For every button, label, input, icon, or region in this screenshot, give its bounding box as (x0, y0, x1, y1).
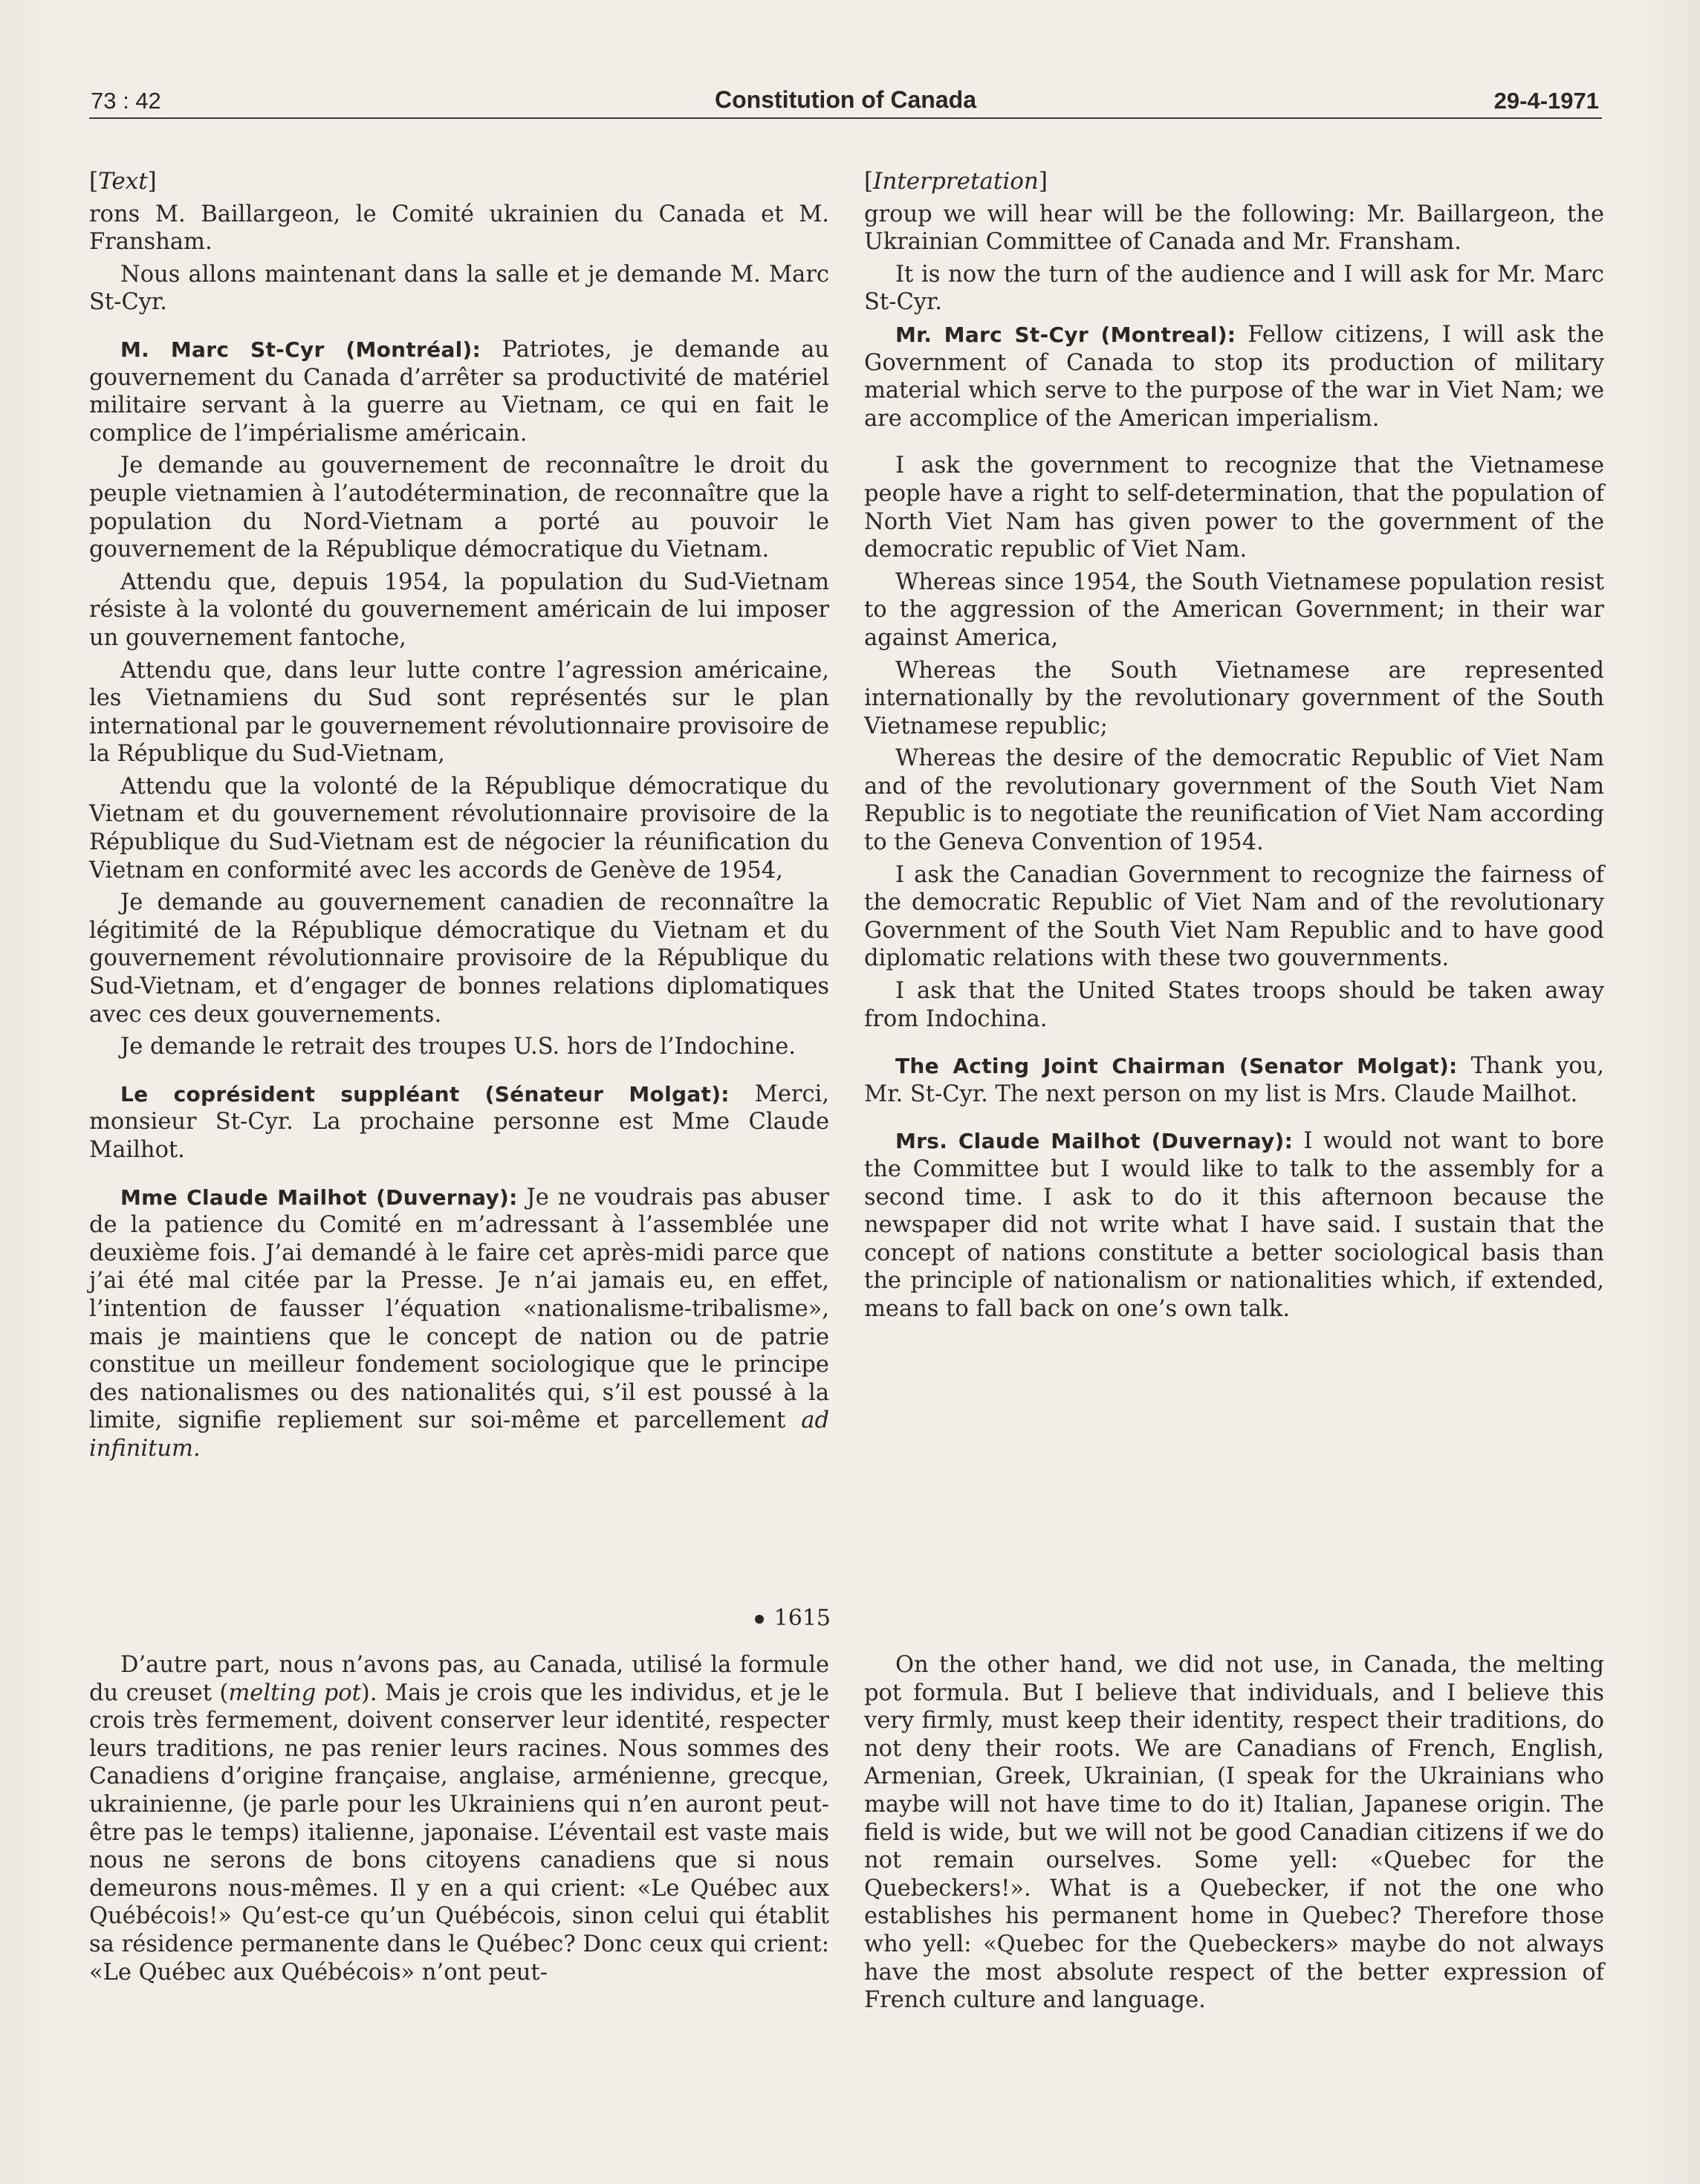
speech-text: I would not want to bore the Committee but I would like to talk to the assembly for a second time. I ask to do it this afternoon because the newspaper did not write what I have said. I sustain that the concept of nations constitute a better sociological basis than the principle of nationalism or nationalities which, if extended, means to fall back on one’s own talk. (864, 1128, 1604, 1322)
speech-text: Fellow citizens, I will ask the Government of Canada to stop its production of military material which serve to the purpose of the war in Viet Nam; we are accomplice of the American imperialism. (864, 321, 1604, 432)
right-column-interpretation (864, 168, 1604, 1328)
page-number: 73 : 42 (91, 88, 161, 114)
paragraph: I ask the government to recognize that the Vietnamese people have a right to self-determination, that the population of North Viet Nam has given power to the government of the democratic republic of Viet Nam. (864, 453, 1604, 563)
section-label-interpretation: [ Interpretation ] (864, 168, 1604, 196)
speaker-name: The Acting Joint Chairman (Senator Molgat): (895, 1054, 1458, 1079)
speaker-name: Mr. Marc St-Cyr (Montreal): (895, 322, 1236, 347)
italic-phrase: ad infinitum. (89, 1407, 829, 1462)
right-column-interpretation-continued (864, 1651, 1604, 2019)
speech-text: Je ne voudrais pas abuser de la patience du Comité en m’adressant à l’assemblée une deuxième fois. J’ai demandé à le faire cet après-midi parce que j’ai été mal citée par la Presse. Je n’ai jamais eu, en effet, l’intention de fausser l’équation «nationalisme-tribalisme», mais je maintiens que le concept de nation ou de patrie constitue un meilleur fondement sociologique que le principe des nationalismes ou des nationalités qui, s’il est poussé à la limite, signifie repliement sur soi-même et parcellement (89, 1184, 829, 1434)
paragraph: I ask that the United States troops should be taken away from Indochina. (864, 978, 1604, 1032)
paragraph: Whereas the desire of the democratic Republic of Viet Nam and of the revolutionary government of the South Viet Nam Republic is to negotiate the reunification of Viet Nam according to the Geneva Convention of 1954. (864, 745, 1604, 856)
left-column-text-continued (89, 1651, 829, 1991)
text-run: D’autre part, nous n’avons pas, au Canada, utilisé la formule du creuset ( (89, 1652, 829, 1706)
paragraph: Je demande au gouvernement de reconnaître le droit du peuple vietnamien à l’autodétermination, de reconnaître que la population du Nord-Vietnam a porté au pouvoir le gouvernement de la République démocratique du Vietnam. (89, 453, 829, 563)
paragraph: Je demande le retrait des troupes U.S. hors de l’Indochine. (120, 1034, 796, 1060)
speech-text: Thank you, Mr. St-Cyr. The next person on my list is Mrs. Claude Mailhot. (864, 1053, 1604, 1107)
italic-phrase: melting pot (228, 1679, 361, 1706)
bullet-dot (755, 1615, 764, 1624)
paragraph: Whereas since 1954, the South Vietnamese population resist to the aggression of the American Government; in their war against America, (864, 568, 1604, 651)
speaker-name: Mrs. Claude Mailhot (Duvernay): (895, 1129, 1294, 1154)
paragraph: I ask the Canadian Government to recognize the fairness of the democratic Republic of Viet Nam and of the revolutionary Government of the South Viet Nam Republic and to have good diplomatic relations with these two gouvernments. (864, 861, 1604, 972)
speech-paragraph (89, 1080, 829, 1164)
speech-text: Patriotes, je demande au gouvernement du Canada d’arrêter sa productivité de matériel militaire servant à la guerre au Vietnam, ce qui en fait le complice de l’impérialisme américain. (89, 336, 829, 447)
running-header (89, 83, 1602, 119)
paragraph: rons M. Baillargeon, le Comité ukrainien du Canada et M. Fransham. (89, 201, 829, 256)
section-label-text: [ Text ] (89, 168, 829, 196)
paragraph: Attendu que la volonté de la République démocratique du Vietnam et du gouvernement révolutionnaire provisoire de la République du Sud-Vietnam est de négocier la réunification du Vietnam en conformité avec les accords de Genève de 1954, (89, 773, 829, 884)
paragraph: Nous allons maintenant dans la salle et je demande M. Marc St-Cyr. (89, 261, 829, 316)
paragraph: Je demande au gouvernement canadien de reconnaître la légitimité de la République démocratique du Vietnam et du gouvernement révolutionnaire provisoire de la République du Sud-Vietnam, et d’engager de bonnes relations diplomatiques avec ces deux gouvernements. (89, 890, 829, 1028)
time-marker (719, 1605, 831, 1631)
speech-paragraph (89, 336, 829, 447)
paragraph: Attendu que, depuis 1954, la population du Sud-Vietnam résiste à la volonté du gouvernement américain de lui imposer un gouvernement fantoche, (89, 568, 829, 651)
speaker-name: M. Marc St-Cyr (Montréal): (120, 337, 481, 362)
speech-paragraph (89, 1184, 829, 1463)
speech-paragraph (864, 1127, 1604, 1323)
text-run: ). Mais je crois que les individus, et je le crois très fermement, doivent conserver leur identité, respecter leurs traditions, ne pas renier leurs racines. Nous sommes des Canadiens d’origine française, anglaise, arménienne, grecque, ukrainienne, (je parle pour les Ukrainiens qui n’en auront peut-être pas le temps) italienne, japonaise. L’éventail est vaste mais nous ne serons de bons citoyens canadiens que si nous demeurons nous-mêmes. Il y en a qui crient: «Le Québec aux Québécois!» Qu’est-ce qu’un Québécois, sinon celui qui établit sa résidence permanente dans le Québec? Donc ceux qui crient: «Le Québec aux Québécois» n’ont peut- (89, 1679, 829, 1986)
speaker-name: Le coprésident suppléant (Sénateur Molgat): (120, 1081, 730, 1106)
header-date: 29-4-1971 (1493, 88, 1599, 114)
paragraph (89, 1651, 829, 1986)
speech-text: Merci, monsieur St-Cyr. La prochaine personne est Mme Claude Mailhot. (89, 1080, 829, 1163)
left-column-text (89, 168, 829, 1468)
paragraph: On the other hand, we did not use, in Canada, the melting pot formula. But I believe that individuals, and I believe this very firmly, must keep their identity, respect their traditions, do not deny their roots. We are Canadians of French, English, Armenian, Greek, Ukrainian, (I speak for the Ukrainians who maybe will not have time to do it) Italian, Japanese origin. The field is wide, but we will not be good Canadian citizens if we do not remain ourselves. Some yell: «Quebec for the Quebeckers!». What is a Quebecker, if not the one who establishes his permanent home in Quebec? Therefore those who yell: «Quebec for the Quebeckers» maybe do not always have the most absolute respect of the better expression of French culture and language. (864, 1652, 1604, 2014)
speech-paragraph (864, 1052, 1604, 1108)
speech-paragraph (864, 321, 1604, 432)
speaker-name: Mme Claude Mailhot (Duvernay): (120, 1185, 518, 1210)
time-marker-text: 1615 (773, 1605, 831, 1631)
paragraph: Attendu que, dans leur lutte contre l’agression américaine, les Vietnamiens du Sud sont représentés sur le plan international par le gouvernement révolutionnaire provisoire de la République du Sud-Vietnam, (89, 657, 829, 768)
paragraph: group we will hear will be the following: Mr. Baillargeon, the Ukrainian Committee of Canada and Mr. Fransham. (864, 201, 1604, 256)
paragraph: It is now the turn of the audience and I will ask for Mr. Marc St-Cyr. (864, 261, 1604, 316)
paragraph: Whereas the South Vietnamese are represented internationally by the revolutionary government of the South Vietnamese republic; (864, 657, 1604, 739)
publication-title: Constitution of Canada (715, 86, 976, 113)
